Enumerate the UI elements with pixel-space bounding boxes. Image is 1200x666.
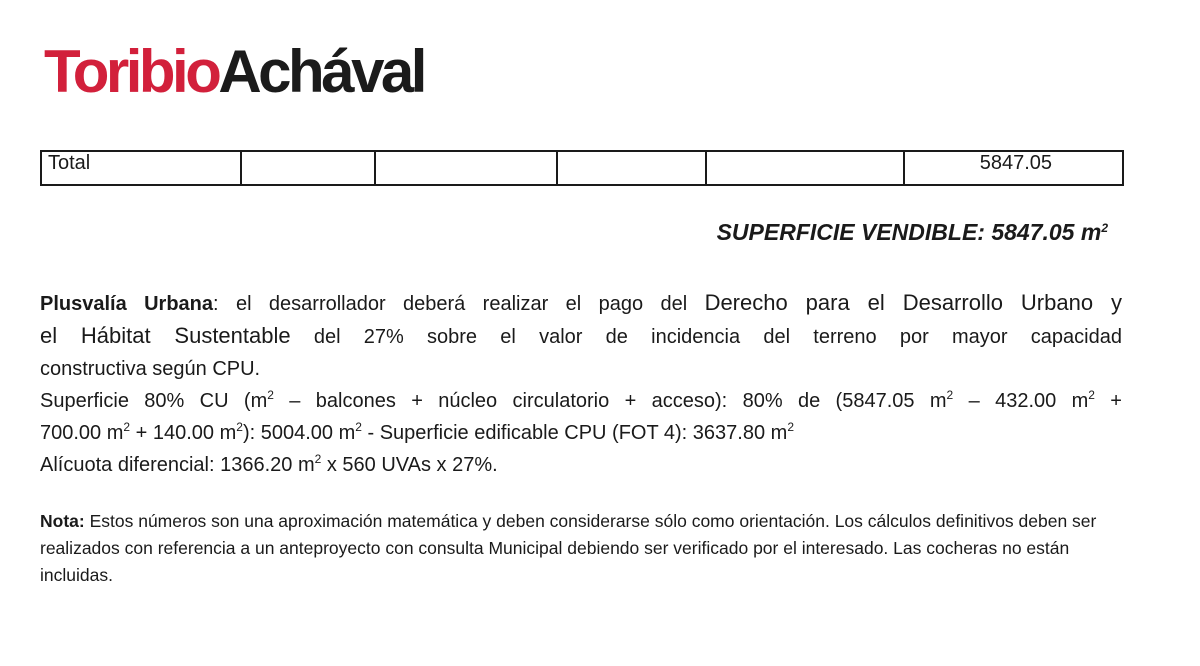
text-line <box>40 287 1122 320</box>
text-run: Superficie 80% CU (m <box>40 390 268 412</box>
nota-label: Nota: <box>40 511 85 531</box>
superscript: 2 <box>267 388 274 402</box>
text-run: Derecho para el Desarrollo Urbano y <box>704 290 1122 315</box>
superscript: 2 <box>123 420 131 434</box>
superscript: 2 <box>236 420 243 434</box>
table-cell <box>557 151 706 185</box>
table-cell <box>241 151 375 185</box>
text-run: x 560 UVAs x 27%. <box>321 454 498 476</box>
superscript: 2 <box>1101 221 1108 235</box>
alicuota-line <box>40 449 1122 481</box>
text-run: – 432.00 m <box>953 390 1089 412</box>
nota-text: Estos números son una aproximación matemática y deben considerarse sólo como orientación. Los cálculos definitivos deben ser realizados con referencia a un anteproyecto con consulta Municipal debiendo ser verificado por el interesado. Las cocheras no están incluidas. <box>40 511 1097 585</box>
text-line: constructiva según CPU. <box>40 358 261 380</box>
text-run: + <box>1094 390 1122 412</box>
text-run: ): 5004.00 m <box>242 422 356 444</box>
table-cell <box>375 151 557 185</box>
superscript: 2 <box>787 420 794 434</box>
total-table <box>40 150 1124 186</box>
superficie-vendible-text: SUPERFICIE VENDIBLE: 5847.05 m <box>716 219 1102 245</box>
superscript: 2 <box>355 420 362 434</box>
plusvalia-label: Plusvalía Urbana <box>40 293 214 315</box>
superficie-vendible-heading <box>717 219 1108 246</box>
superscript: 2 <box>946 388 954 402</box>
text-run: 700.00 m <box>40 422 124 444</box>
text-run: : el desarrollador deberá realizar el pago del <box>213 293 705 315</box>
superficie-80-line-2 <box>40 417 1122 449</box>
table-cell-label: Total <box>41 151 241 185</box>
text-line <box>40 320 1122 353</box>
superscript: 2 <box>1088 388 1095 402</box>
logo-text-toribio: Toribio <box>44 38 219 105</box>
text-run: Alícuota diferencial: 1366.20 m <box>40 454 315 476</box>
plusvalia-section <box>40 287 1122 481</box>
superficie-80-line-1 <box>40 385 1122 417</box>
superscript: 2 <box>314 452 322 466</box>
table-cell-total-value: 5847.05 <box>904 151 1123 185</box>
text-run: – balcones + núcleo circulatorio + acceso): 80% de (5847.05 m <box>273 390 947 412</box>
nota-paragraph <box>40 508 1122 589</box>
text-run: el Hábitat Sustentable <box>40 323 291 348</box>
table-cell <box>706 151 904 185</box>
company-logo <box>44 38 424 105</box>
text-run: del 27% sobre el valor de incidencia del terreno por mayor capacidad <box>290 326 1122 348</box>
text-run: - Superficie edificable CPU (FOT 4): 3637.80 m <box>361 422 788 444</box>
logo-text-achaval: Achával <box>218 38 424 105</box>
table-row-total <box>41 151 1123 185</box>
text-run: + 140.00 m <box>130 422 237 444</box>
